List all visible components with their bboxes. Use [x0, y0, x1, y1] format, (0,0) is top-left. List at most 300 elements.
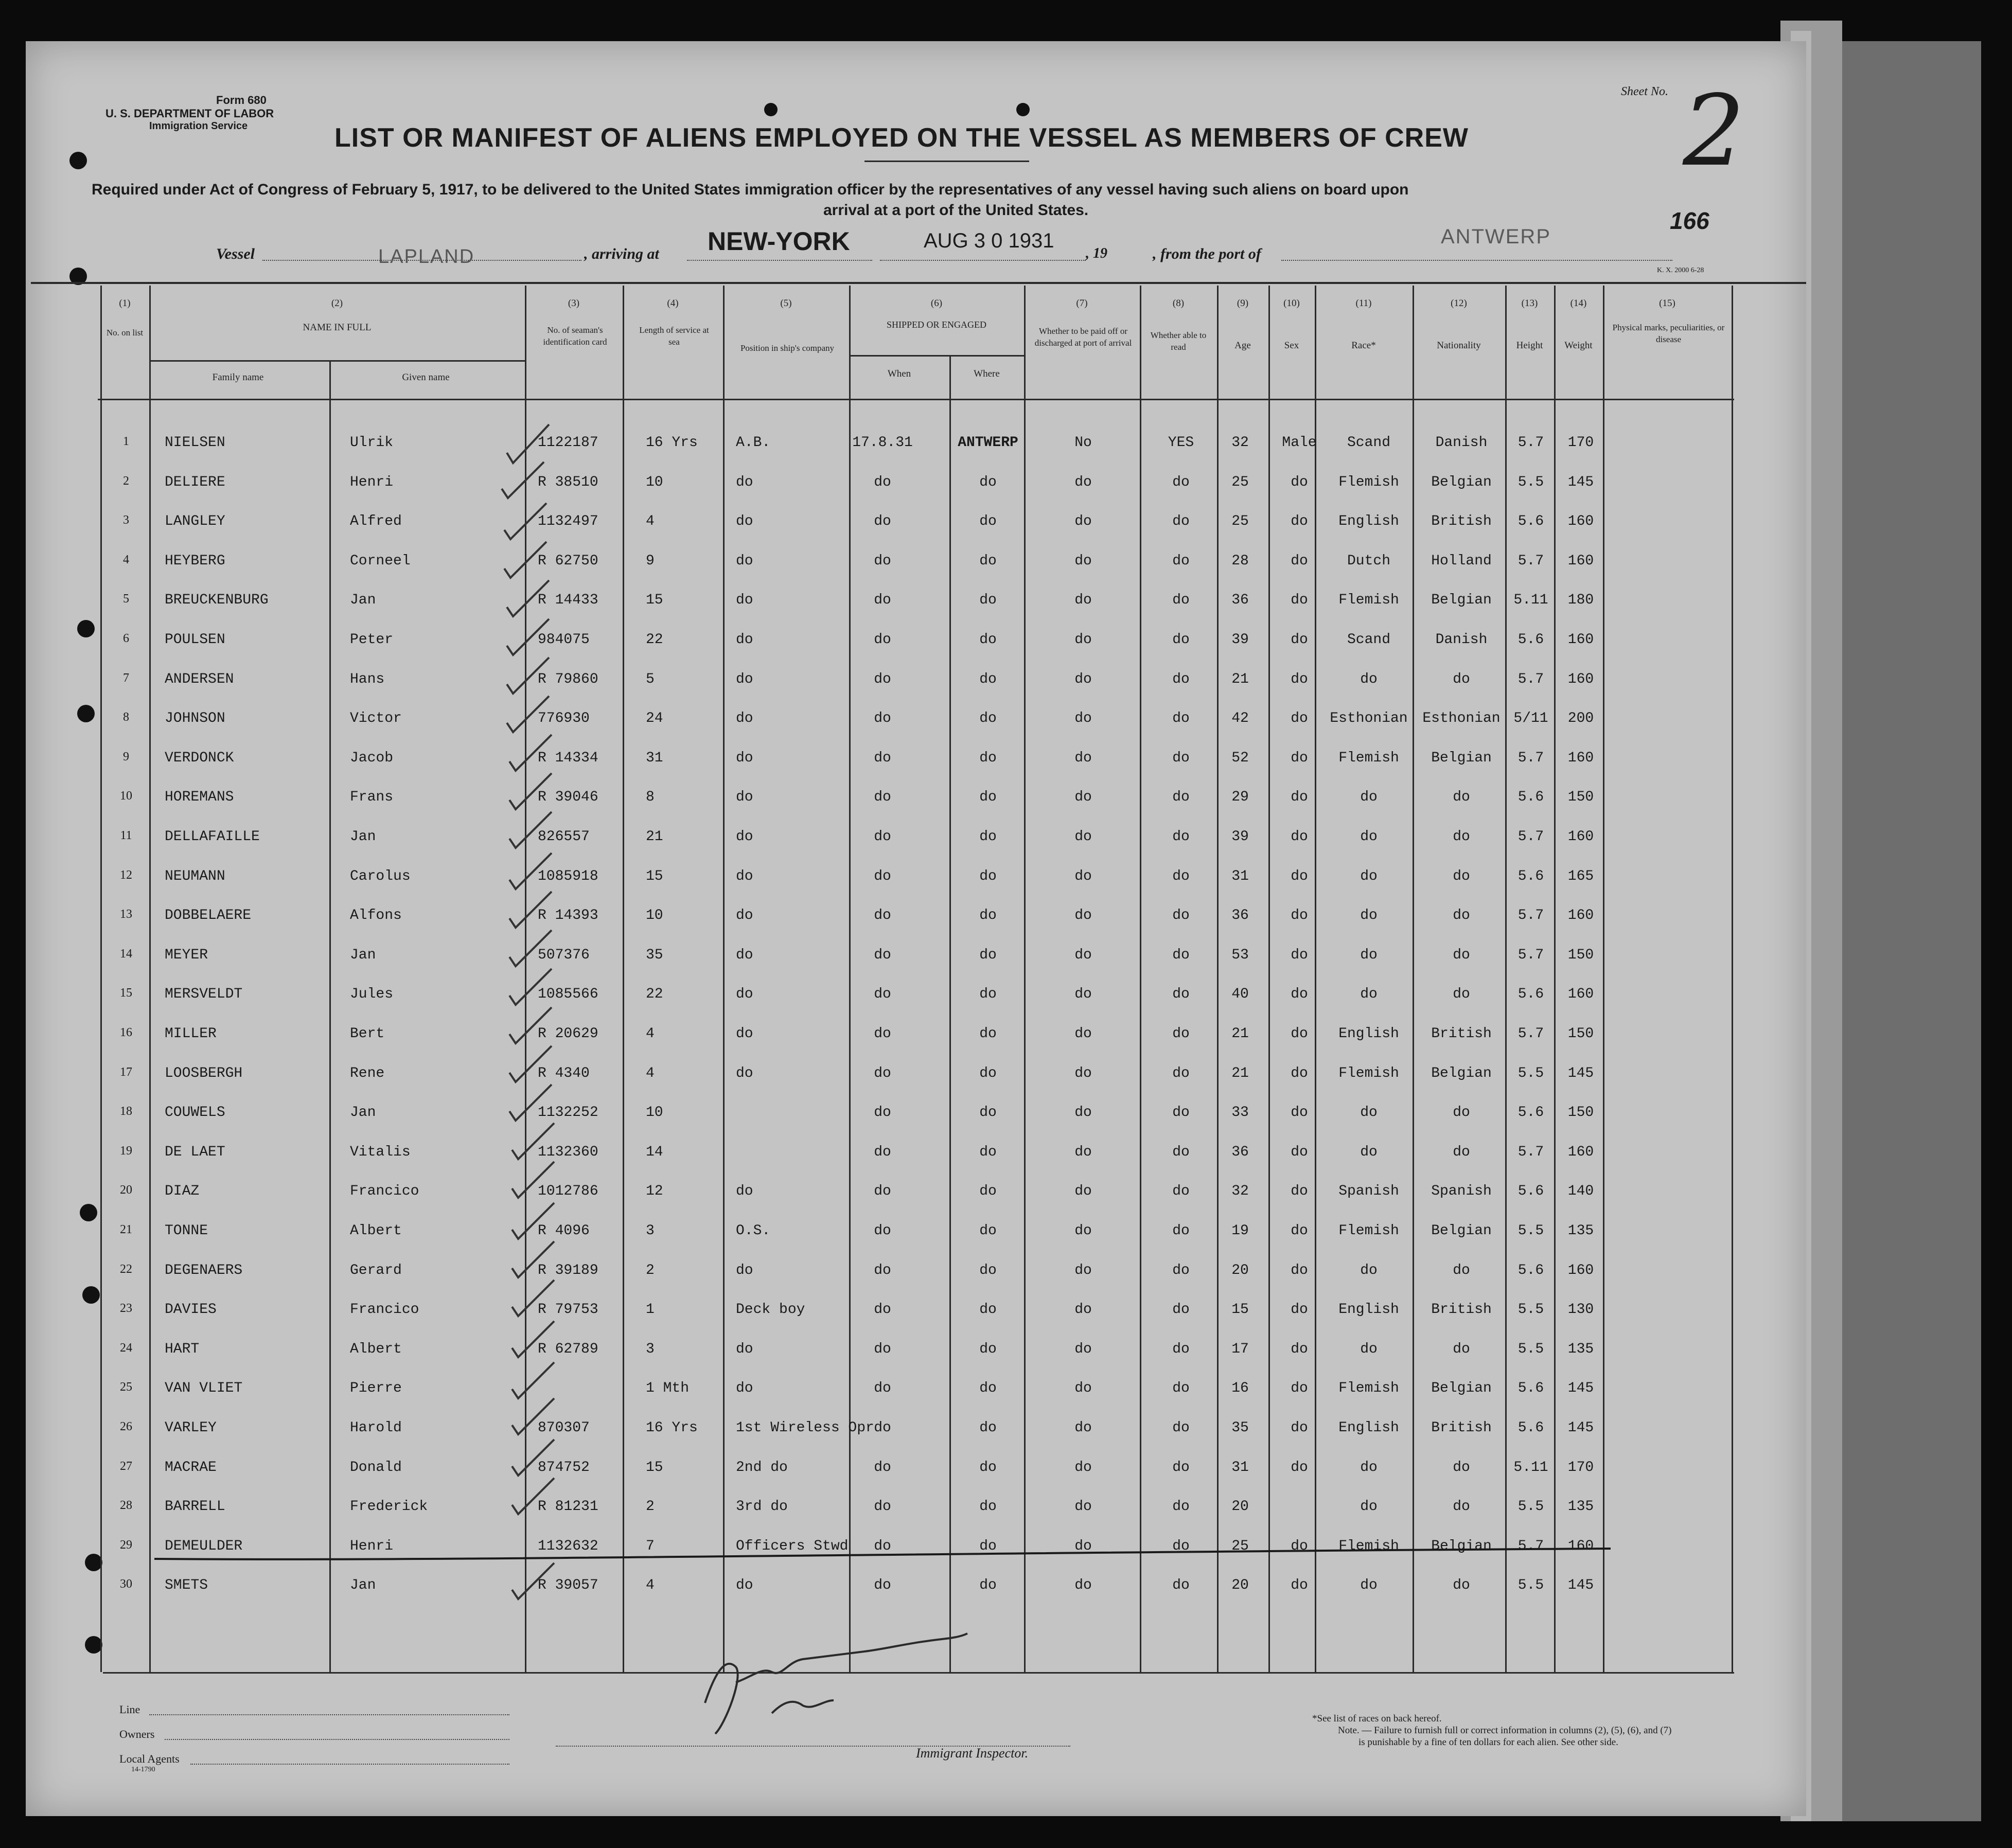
vessel-name: LAPLAND: [378, 246, 475, 268]
cell-given: Vitalis: [350, 1144, 411, 1160]
penalty-note-2: is punishable by a fine of ten dollars for each alien. See other side.: [1358, 1737, 1618, 1748]
cell-age: 32: [1231, 435, 1249, 451]
cell-where: do: [979, 553, 997, 569]
cell-position: do: [736, 1262, 753, 1278]
cell-service: 15: [646, 868, 663, 884]
cell-sex: do: [1291, 1380, 1308, 1397]
cell-no: 14: [120, 947, 132, 961]
col-8-number: (8): [1172, 298, 1185, 309]
cell-position: O.S.: [736, 1223, 771, 1239]
cell-given: Bert: [350, 1026, 385, 1042]
cell-nat: do: [1453, 671, 1470, 687]
cell-race: do: [1360, 1262, 1378, 1278]
cell-read: do: [1172, 1341, 1190, 1357]
cell-paid: do: [1074, 710, 1092, 727]
cell-family: JOHNSON: [165, 710, 225, 727]
cell-card: R 4340: [538, 1065, 590, 1081]
cell-when: do: [874, 829, 891, 845]
cell-read: do: [1172, 1223, 1190, 1239]
cell-service: 24: [646, 710, 663, 727]
cell-family: NEUMANN: [165, 868, 225, 884]
col-10-number: (10): [1283, 298, 1300, 309]
cell-race: do: [1360, 1144, 1378, 1160]
cell-when: do: [874, 1459, 891, 1476]
cell-family: VARLEY: [165, 1420, 217, 1436]
col-9-number: (9): [1237, 298, 1249, 309]
cell-family: HOREMANS: [165, 789, 234, 806]
cell-family: DAVIES: [165, 1302, 217, 1318]
cell-age: 20: [1231, 1577, 1249, 1594]
cell-sex: do: [1291, 710, 1308, 727]
cell-service: 22: [646, 986, 663, 1003]
owners-label: Owners: [119, 1728, 155, 1740]
cell-when: do: [874, 1105, 891, 1121]
cell-nat: do: [1453, 1341, 1470, 1357]
col-length-service: Length of service at sea: [639, 325, 709, 347]
col-12-number: (12): [1451, 298, 1467, 309]
cell-no: 5: [123, 592, 129, 606]
cell-when: do: [874, 1183, 891, 1200]
cell-service: 4: [646, 513, 655, 530]
cell-card: R 20629: [538, 1026, 598, 1042]
cell-service: 15: [646, 1459, 663, 1476]
cell-paid: do: [1074, 1459, 1092, 1476]
cell-no: 11: [120, 829, 132, 842]
line-field: [149, 1714, 509, 1715]
cell-nat: do: [1453, 789, 1470, 806]
cell-height: 5.6: [1517, 986, 1544, 1003]
cell-position: 1st Wireless Opr: [736, 1420, 874, 1436]
cell-weight: 160: [1567, 829, 1594, 845]
cell-race: Flemish: [1338, 1223, 1399, 1239]
cell-where: do: [979, 632, 997, 648]
cell-where: do: [979, 947, 997, 963]
col-13-number: (13): [1521, 298, 1538, 309]
cell-read: do: [1172, 1144, 1190, 1160]
cell-sex: do: [1291, 632, 1308, 648]
cell-card: R 39189: [538, 1262, 598, 1278]
cell-nat: do: [1453, 947, 1470, 963]
cell-read: do: [1172, 1302, 1190, 1318]
cell-given: Frederick: [350, 1499, 428, 1515]
cell-family: SMETS: [165, 1577, 208, 1594]
cell-no: 17: [120, 1065, 132, 1079]
from-label: , from the port of: [1153, 245, 1261, 262]
cell-race: English: [1338, 1026, 1399, 1042]
cell-read: do: [1172, 553, 1190, 569]
cell-age: 21: [1231, 671, 1249, 687]
cell-height: 5.7: [1517, 750, 1544, 766]
cell-paid: do: [1074, 750, 1092, 766]
cell-race: do: [1360, 1341, 1378, 1357]
cell-age: 31: [1231, 868, 1249, 884]
cell-weight: 160: [1567, 671, 1594, 687]
cell-service: 1: [646, 1302, 655, 1318]
cell-family: NIELSEN: [165, 435, 225, 451]
cell-race: do: [1360, 868, 1378, 884]
cell-paid: do: [1074, 1538, 1092, 1554]
cell-when: do: [874, 592, 891, 609]
cell-service: 5: [646, 671, 655, 687]
cell-height: 5.7: [1517, 671, 1544, 687]
cell-given: Ulrik: [350, 435, 394, 451]
cell-height: 5.6: [1517, 789, 1544, 806]
cell-read: do: [1172, 1262, 1190, 1278]
cell-given: Jan: [350, 1577, 376, 1594]
cell-read: do: [1172, 908, 1190, 924]
cell-no: 29: [120, 1538, 132, 1552]
cell-paid: do: [1074, 1183, 1092, 1200]
cell-race: Flemish: [1338, 592, 1399, 609]
form-number: Form 680: [216, 94, 267, 106]
cell-read: do: [1172, 1459, 1190, 1476]
cell-nat: Holland: [1431, 553, 1492, 569]
cell-paid: do: [1074, 1262, 1092, 1278]
agents-field: [190, 1764, 509, 1765]
cell-card: 1085566: [538, 986, 598, 1003]
cell-weight: 145: [1567, 474, 1594, 490]
cell-nat: Belgian: [1431, 592, 1492, 609]
cell-service: 4: [646, 1577, 655, 1594]
cell-card: R 81231: [538, 1499, 598, 1515]
cell-weight: 135: [1567, 1341, 1594, 1357]
cell-nat: British: [1431, 1420, 1492, 1436]
cell-age: 21: [1231, 1065, 1249, 1081]
cell-weight: 150: [1567, 1105, 1594, 1121]
cell-when: do: [874, 710, 891, 727]
cell-when: do: [874, 1026, 891, 1042]
cell-sex: do: [1291, 986, 1308, 1003]
cell-age: 32: [1231, 1183, 1249, 1200]
cell-age: 19: [1231, 1223, 1249, 1239]
cell-family: HART: [165, 1341, 200, 1357]
cell-where: do: [979, 829, 997, 845]
department: U. S. DEPARTMENT OF LABOR: [105, 107, 274, 120]
cell-paid: do: [1074, 1144, 1092, 1160]
cell-card: 1132360: [538, 1144, 598, 1160]
subtitle-line-1: Required under Act of Congress of February 5, 1917, to be delivered to the United States immigration officer by the representatives of any vessel having such aliens on board upon: [92, 181, 1409, 198]
cell-weight: 130: [1567, 1302, 1594, 1318]
cell-read: do: [1172, 1499, 1190, 1515]
cell-read: do: [1172, 1538, 1190, 1554]
cell-where: do: [979, 1420, 997, 1436]
cell-when: do: [874, 986, 891, 1003]
form-code: K. X. 2000 6-28: [1657, 266, 1704, 274]
year-label: , 19: [1086, 245, 1107, 261]
col-name-in-full: NAME IN FULL: [303, 322, 372, 333]
cell-paid: do: [1074, 553, 1092, 569]
cell-no: 7: [123, 671, 129, 685]
col-1-number: (1): [119, 298, 131, 309]
cell-given: Gerard: [350, 1262, 402, 1278]
cell-paid: do: [1074, 592, 1092, 609]
col-race: Race*: [1351, 340, 1376, 351]
cell-where: do: [979, 1144, 997, 1160]
cell-position: Deck boy: [736, 1302, 805, 1318]
cell-weight: 135: [1567, 1223, 1594, 1239]
cell-position: do: [736, 1065, 753, 1081]
cell-paid: do: [1074, 671, 1092, 687]
cell-family: POULSEN: [165, 632, 225, 648]
cell-position: A.B.: [736, 435, 771, 451]
cell-age: 25: [1231, 513, 1249, 530]
cell-family: BREUCKENBURG: [165, 592, 269, 609]
cell-read: do: [1172, 632, 1190, 648]
cell-position: do: [736, 513, 753, 530]
cell-given: Alfred: [350, 513, 402, 530]
cell-given: Peter: [350, 632, 394, 648]
col-14-number: (14): [1570, 298, 1587, 309]
col-height: Height: [1516, 340, 1543, 351]
cell-when: do: [874, 1380, 891, 1397]
cell-race: Scand: [1347, 632, 1390, 648]
cell-family: DOBBELAERE: [165, 908, 252, 924]
cell-family: BARRELL: [165, 1499, 225, 1515]
cell-nat: Belgian: [1431, 750, 1492, 766]
cell-sex: do: [1291, 908, 1308, 924]
cell-read: do: [1172, 1183, 1190, 1200]
cell-sex: do: [1291, 1105, 1308, 1121]
cell-given: Jan: [350, 1105, 376, 1121]
cell-weight: 145: [1567, 1420, 1594, 1436]
cell-paid: do: [1074, 986, 1092, 1003]
cell-family: VERDONCK: [165, 750, 234, 766]
cell-given: Henri: [350, 1538, 394, 1554]
cell-where: do: [979, 474, 997, 490]
cell-nat: Danish: [1435, 435, 1488, 451]
cell-card: R 79860: [538, 671, 598, 687]
cell-race: Flemish: [1338, 474, 1399, 490]
col-3-number: (3): [568, 298, 580, 309]
cell-where: do: [979, 1341, 997, 1357]
cell-card: 984075: [538, 632, 590, 648]
cell-paid: No: [1074, 435, 1092, 451]
cell-given: Francico: [350, 1183, 419, 1200]
cell-read: do: [1172, 1105, 1190, 1121]
owners-field: [165, 1739, 509, 1740]
arriving-port: NEW-YORK: [708, 227, 850, 256]
cell-position: do: [736, 947, 753, 963]
cell-given: Hans: [350, 671, 385, 687]
cell-no: 15: [120, 986, 132, 1000]
cell-paid: do: [1074, 474, 1092, 490]
cell-race: English: [1338, 513, 1399, 530]
col-15-number: (15): [1659, 298, 1675, 309]
cell-family: TONNE: [165, 1223, 208, 1239]
cell-weight: 150: [1567, 1026, 1594, 1042]
cell-where: do: [979, 1262, 997, 1278]
signature-text: [746, 1650, 749, 1651]
row-29-strikethrough: [154, 1549, 1611, 1559]
cell-age: 33: [1231, 1105, 1249, 1121]
cell-when: 17.8.31: [852, 435, 913, 451]
cell-sex: do: [1291, 671, 1308, 687]
cell-race: English: [1338, 1302, 1399, 1318]
cell-weight: 160: [1567, 1262, 1594, 1278]
cell-no: 27: [120, 1459, 132, 1473]
cell-card: 1132632: [538, 1538, 598, 1554]
col-6-number: (6): [930, 298, 943, 309]
cell-when: do: [874, 868, 891, 884]
cell-no: 16: [120, 1026, 132, 1039]
cell-weight: 170: [1567, 435, 1594, 451]
cell-race: Flemish: [1338, 1538, 1399, 1554]
cell-sex: do: [1291, 789, 1308, 806]
cell-nat: do: [1453, 1499, 1470, 1515]
cell-where: do: [979, 1380, 997, 1397]
cell-race: do: [1360, 986, 1378, 1003]
cell-position: do: [736, 789, 753, 806]
col-5-number: (5): [780, 298, 792, 309]
cell-paid: do: [1074, 632, 1092, 648]
cell-when: do: [874, 553, 891, 569]
cell-race: Esthonian: [1330, 710, 1408, 727]
col-paid-off: Whether to be paid off or discharged at port of arrival: [1034, 326, 1132, 348]
cell-age: 28: [1231, 553, 1249, 569]
cell-family: VAN VLIET: [165, 1380, 243, 1397]
col-age: Age: [1234, 340, 1251, 351]
cell-sex: do: [1291, 750, 1308, 766]
cell-sex: do: [1291, 1459, 1308, 1476]
cell-no: 1: [123, 435, 129, 448]
cell-no: 20: [120, 1183, 132, 1197]
cell-read: do: [1172, 1380, 1190, 1397]
cell-height: 5.5: [1517, 474, 1544, 490]
cell-given: Harold: [350, 1420, 402, 1436]
cell-when: do: [874, 1341, 891, 1357]
cell-position: do: [736, 986, 753, 1003]
cell-paid: do: [1074, 868, 1092, 884]
cell-height: 5.6: [1517, 1420, 1544, 1436]
cell-paid: do: [1074, 1105, 1092, 1121]
cell-position: do: [736, 908, 753, 924]
col-seaman-card: No. of seaman's identification card: [543, 325, 607, 347]
cell-no: 19: [120, 1144, 132, 1158]
cell-when: do: [874, 947, 891, 963]
cell-nat: do: [1453, 986, 1470, 1003]
cell-nat: do: [1453, 1105, 1470, 1121]
cell-where: do: [979, 986, 997, 1003]
cell-position: do: [736, 829, 753, 845]
cell-nat: Belgian: [1431, 1223, 1492, 1239]
cell-read: do: [1172, 513, 1190, 530]
cell-position: Officers Stwd: [736, 1538, 849, 1554]
cell-height: 5.7: [1517, 1026, 1544, 1042]
cell-given: Alfons: [350, 908, 402, 924]
cell-when: do: [874, 1420, 891, 1436]
cell-age: 25: [1231, 474, 1249, 490]
cell-height: 5.5: [1517, 1223, 1544, 1239]
cell-age: 39: [1231, 829, 1249, 845]
cell-age: 40: [1231, 986, 1249, 1003]
cell-card: R 38510: [538, 474, 598, 490]
cell-age: 20: [1231, 1262, 1249, 1278]
cell-sex: do: [1291, 1144, 1308, 1160]
cell-sex: do: [1291, 947, 1308, 963]
arriving-label: , arriving at: [584, 245, 659, 262]
cell-age: 29: [1231, 789, 1249, 806]
col-sex: Sex: [1284, 340, 1299, 351]
col-4-number: (4): [667, 298, 679, 309]
stamp-number: 166: [1670, 207, 1709, 234]
col-where: Where: [974, 368, 1000, 379]
cell-family: DEGENAERS: [165, 1262, 243, 1278]
cell-sex: do: [1291, 868, 1308, 884]
cell-sex: do: [1291, 1223, 1308, 1239]
cell-weight: 160: [1567, 513, 1594, 530]
cell-weight: 160: [1567, 908, 1594, 924]
from-port: ANTWERP: [1441, 225, 1551, 248]
cell-race: Dutch: [1347, 553, 1390, 569]
cell-no: 23: [120, 1302, 132, 1316]
col-11-number: (11): [1355, 298, 1372, 309]
cell-where: do: [979, 1183, 997, 1200]
cell-no: 24: [120, 1341, 132, 1355]
cell-height: 5.7: [1517, 947, 1544, 963]
col-physical: Physical marks, peculiarities, or disease: [1612, 323, 1725, 344]
col-2-number: (2): [331, 298, 343, 309]
cell-weight: 165: [1567, 868, 1594, 884]
cell-nat: British: [1431, 1026, 1492, 1042]
cell-where: do: [979, 1577, 997, 1594]
cell-service: 10: [646, 1105, 663, 1121]
cell-age: 52: [1231, 750, 1249, 766]
cell-family: DELIERE: [165, 474, 225, 490]
cell-sex: do: [1291, 513, 1308, 530]
cell-no: 2: [123, 474, 129, 488]
cell-height: 5.7: [1517, 553, 1544, 569]
cell-service: 8: [646, 789, 655, 806]
cell-height: 5/11: [1513, 710, 1548, 727]
cell-nat: do: [1453, 908, 1470, 924]
cell-when: do: [874, 750, 891, 766]
cell-no: 9: [123, 750, 129, 763]
cell-family: LANGLEY: [165, 513, 225, 530]
cell-family: DIAZ: [165, 1183, 200, 1200]
cell-position: do: [736, 671, 753, 687]
cell-no: 25: [120, 1380, 132, 1394]
cell-where: do: [979, 710, 997, 727]
cell-position: do: [736, 632, 753, 648]
cell-when: do: [874, 1144, 891, 1160]
cell-paid: do: [1074, 829, 1092, 845]
cell-height: 5.6: [1517, 868, 1544, 884]
cell-card: R 39046: [538, 789, 598, 806]
cell-weight: 140: [1567, 1183, 1594, 1200]
cell-weight: 135: [1567, 1499, 1594, 1515]
cell-when: do: [874, 1262, 891, 1278]
sheet-number: 2: [1683, 74, 1745, 188]
cell-age: 53: [1231, 947, 1249, 963]
cell-age: 16: [1231, 1380, 1249, 1397]
cell-paid: do: [1074, 1341, 1092, 1357]
col-no-on-list: No. on list: [106, 328, 144, 337]
cell-read: do: [1172, 671, 1190, 687]
cell-paid: do: [1074, 1420, 1092, 1436]
vessel-label: Vessel: [216, 245, 255, 262]
cell-read: do: [1172, 474, 1190, 490]
cell-service: 31: [646, 750, 663, 766]
cell-paid: do: [1074, 1223, 1092, 1239]
cell-service: 4: [646, 1026, 655, 1042]
inspector-label: Immigrant Inspector.: [916, 1746, 1029, 1761]
cell-given: Victor: [350, 710, 402, 727]
cell-given: Carolus: [350, 868, 411, 884]
page-title: LIST OR MANIFEST OF ALIENS EMPLOYED ON THE VESSEL AS MEMBERS OF CREW: [334, 123, 1469, 153]
cell-height: 5.5: [1517, 1341, 1544, 1357]
cell-race: Flemish: [1338, 750, 1399, 766]
cell-height: 5.7: [1517, 435, 1544, 451]
